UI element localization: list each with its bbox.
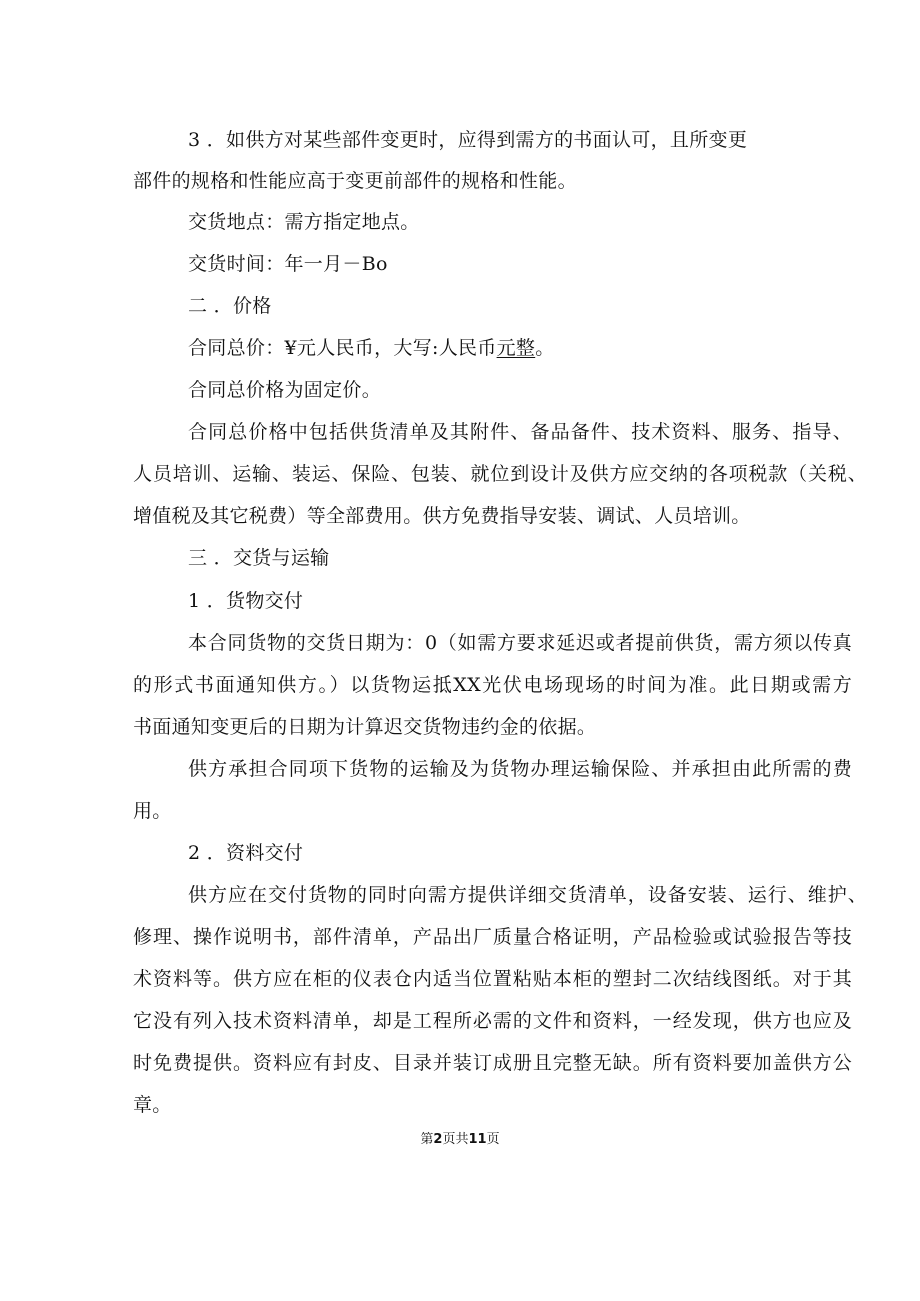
section-heading: 三 ．交货与运输	[188, 547, 330, 569]
paragraph-line: 增值税及其它税费）等全部费用。供方免费指导安装、调试、人员培训。	[133, 505, 751, 527]
subsection-heading: 1 ．货物交付	[188, 590, 304, 612]
paragraph-line: 合同总价格中包括供货清单及其附件、备品备件、技术资料、服务、指导、	[188, 421, 852, 443]
paragraph-line: 书面通知变更后的日期为计算迟交货物违约金的依据。	[133, 716, 597, 738]
paragraph-line: 交货地点：需方指定地点。	[188, 211, 420, 233]
paragraph-line: 术资料等。供方应在柜的仪表仓内适当位置粘贴本柜的塑封二次结线图纸。对于其	[133, 968, 852, 990]
underlined-amount: 元整	[496, 337, 536, 359]
paragraph-line: 供方应在交付货物的同时向需方提供详细交货清单，设备安装、运行、维护、	[188, 884, 867, 906]
paragraph-line: 修理、操作说明书，部件清单，产品出厂质量合格证明，产品检验或试验报告等技	[133, 926, 852, 948]
footer-page-number: 2	[433, 1132, 443, 1147]
paragraph-line: 人员培训、运输、装运、保险、包装、就位到设计及供方应交纳的各项税款（关税、	[133, 463, 867, 485]
paragraph-line: 章。	[133, 1094, 172, 1116]
paragraph-line: 交货时间：年一月－Bo	[188, 253, 388, 275]
paragraph-line: 它没有列入技术资料清单，却是工程所必需的文件和资料，一经发现，供方也应及	[133, 1010, 852, 1032]
section-heading: 二 ．价格	[188, 295, 272, 317]
paragraph-line: 本合同货物的交货日期为：0（如需方要求延迟或者提前供货，需方须以传真	[188, 632, 852, 654]
paragraph-line: 部件的规格和性能应高于变更前部件的规格和性能。	[133, 170, 577, 192]
paragraph-line: 时免费提供。资料应有封皮、目录并装订成册且完整无缺。所有资料要加盖供方公	[133, 1052, 852, 1074]
sentence-end: 。	[535, 337, 555, 359]
paragraph-line: 用。	[133, 800, 172, 822]
paragraph-line: 合同总价格为固定价。	[188, 379, 382, 401]
page-footer	[0, 1131, 920, 1149]
paragraph-line: 供方承担合同项下货物的运输及为货物办理运输保险、并承担由此所需的费	[188, 758, 852, 780]
paragraph-line: 3 ．如供方对某些部件变更时，应得到需方的书面认可，且所变更	[188, 129, 748, 151]
contract-price-text: 合同总价：¥元人民币，大写:人民币	[188, 337, 497, 359]
subsection-heading: 2 ．资料交付	[188, 842, 304, 864]
paragraph-line: 的形式书面通知供方。）以货物运抵XX光伏电场现场的时间为准。此日期或需方	[133, 674, 852, 696]
paragraph-line	[188, 336, 555, 360]
footer-middle: 页共	[442, 1132, 469, 1147]
footer-suffix: 页	[486, 1132, 500, 1147]
footer-prefix: 第	[420, 1132, 434, 1147]
footer-total-pages: 11	[468, 1132, 487, 1147]
